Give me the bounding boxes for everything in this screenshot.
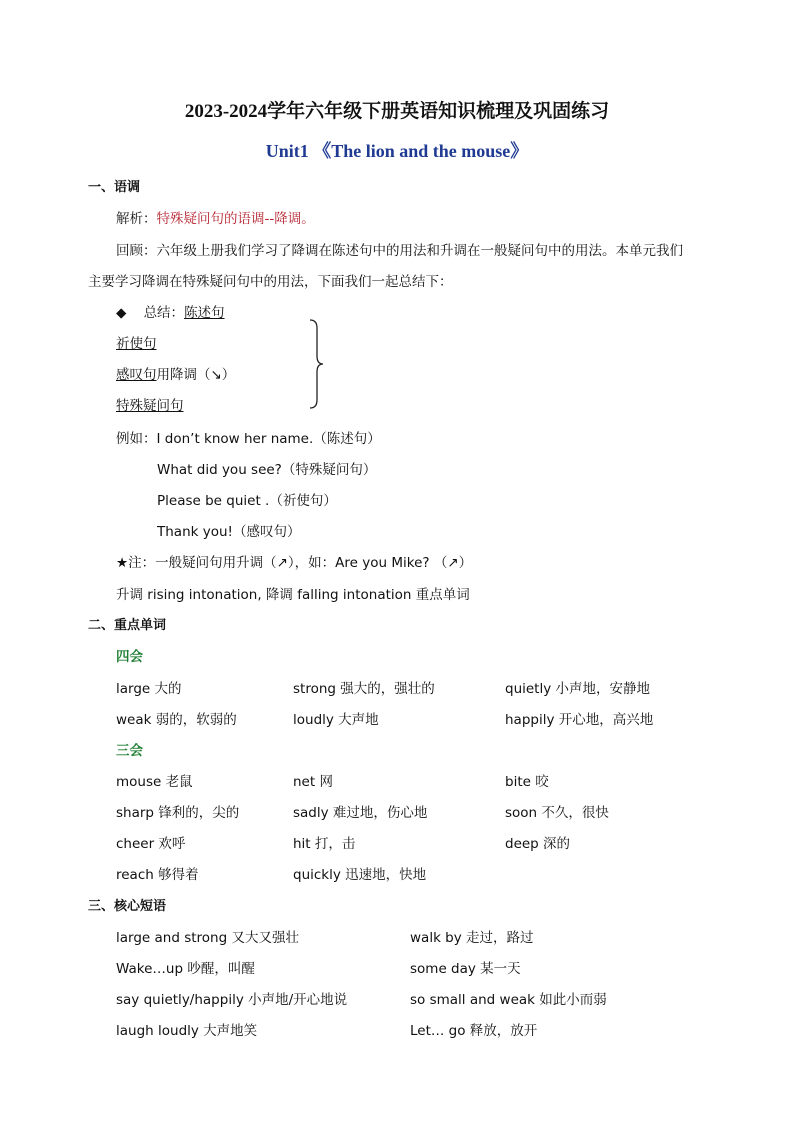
summary-item-exclamatory: 感叹句: [116, 367, 157, 383]
word-item: quickly 迅速地，快地: [293, 867, 427, 883]
phrase-item: Wake…up 吵醒，叫醒: [116, 961, 255, 977]
right-brace-icon: [308, 318, 324, 410]
summary-item-declarative: 陈述句: [184, 305, 225, 321]
example-sentence: Please be quiet .（祈使句）: [157, 493, 337, 509]
falling-tone-note: 用降调（↘）: [156, 367, 236, 383]
example-sentence: Thank you!（感叹句）: [157, 524, 301, 540]
word-item: sharp 锋利的，尖的: [116, 805, 240, 821]
summary-item-wh-question: 特殊疑问句: [116, 398, 184, 414]
word-item: hit 打，击: [293, 836, 356, 852]
analysis-line: [116, 207, 315, 227]
analysis-text: 特殊疑问句的语调--降调。: [156, 211, 315, 227]
example-line-1: [116, 427, 381, 447]
word-item: cheer 欢呼: [116, 836, 186, 852]
summary-line: [116, 301, 225, 321]
intonation-terms: 升调 rising intonation, 降调 falling intonation 重点单词: [116, 587, 470, 603]
section-heading-key-words: 二、重点单词: [88, 618, 167, 633]
word-item: weak 弱的，软弱的: [116, 712, 237, 728]
section-heading-intonation: 一、语调: [88, 180, 141, 195]
word-item: sadly 难过地，伤心地: [293, 805, 428, 821]
review-line-2: 主要学习降调在特殊疑问句中的用法，下面我们一起总结下：: [88, 274, 453, 290]
phrase-item: so small and weak 如此小而弱: [410, 992, 607, 1008]
word-item: loudly 大声地: [293, 712, 379, 728]
word-item: happily 开心地，高兴地: [505, 712, 654, 728]
summary-item-exclamatory-line: [116, 363, 235, 383]
phrase-item: say quietly/happily 小声地/开心地说: [116, 992, 348, 1008]
example-sentence: I don’t know her name.（陈述句）: [156, 431, 381, 447]
example-sentence: What did you see?（特殊疑问句）: [157, 462, 377, 478]
example-label: 例如：: [116, 431, 157, 447]
bullet-diamond-icon: ◆: [116, 305, 127, 321]
phrase-item: some day 某一天: [410, 961, 521, 977]
phrase-item: large and strong 又大又强壮: [116, 930, 299, 946]
review-line-1: 回顾：六年级上册我们学习了降调在陈述句中的用法和升调在一般疑问句中的用法。本单元我们: [116, 243, 683, 259]
phrase-item: walk by 走过，路过: [410, 930, 534, 946]
word-item: bite 咬: [505, 774, 549, 790]
word-item: mouse 老鼠: [116, 774, 193, 790]
word-item: reach 够得着: [116, 867, 199, 883]
summary-item-imperative: 祈使句: [116, 336, 157, 352]
phrase-item: Let… go 释放，放开: [410, 1023, 538, 1039]
word-item: quietly 小声地，安静地: [505, 681, 651, 697]
word-item: large 大的: [116, 681, 182, 697]
word-item: deep 深的: [505, 836, 571, 852]
word-item: soon 不久，很快: [505, 805, 609, 821]
analysis-label: 解析：: [116, 211, 157, 227]
rising-tone-note: ★注：一般疑问句用升调（↗），如：Are you Mike? （↗）: [116, 555, 473, 571]
section-heading-core-phrases: 三、核心短语: [88, 899, 167, 914]
unit-title: Unit1 《The lion and the mouse》: [265, 141, 529, 161]
three-skills-label: 三会: [116, 743, 143, 759]
page-title: 2023-2024学年六年级下册英语知识梳理及巩固练习: [184, 101, 610, 122]
word-item: strong 强大的，强壮的: [293, 681, 435, 697]
word-item: net 网: [293, 774, 333, 790]
four-skills-label: 四会: [116, 649, 143, 665]
summary-label: 总结：: [143, 305, 185, 321]
phrase-item: laugh loudly 大声地笑: [116, 1023, 258, 1039]
